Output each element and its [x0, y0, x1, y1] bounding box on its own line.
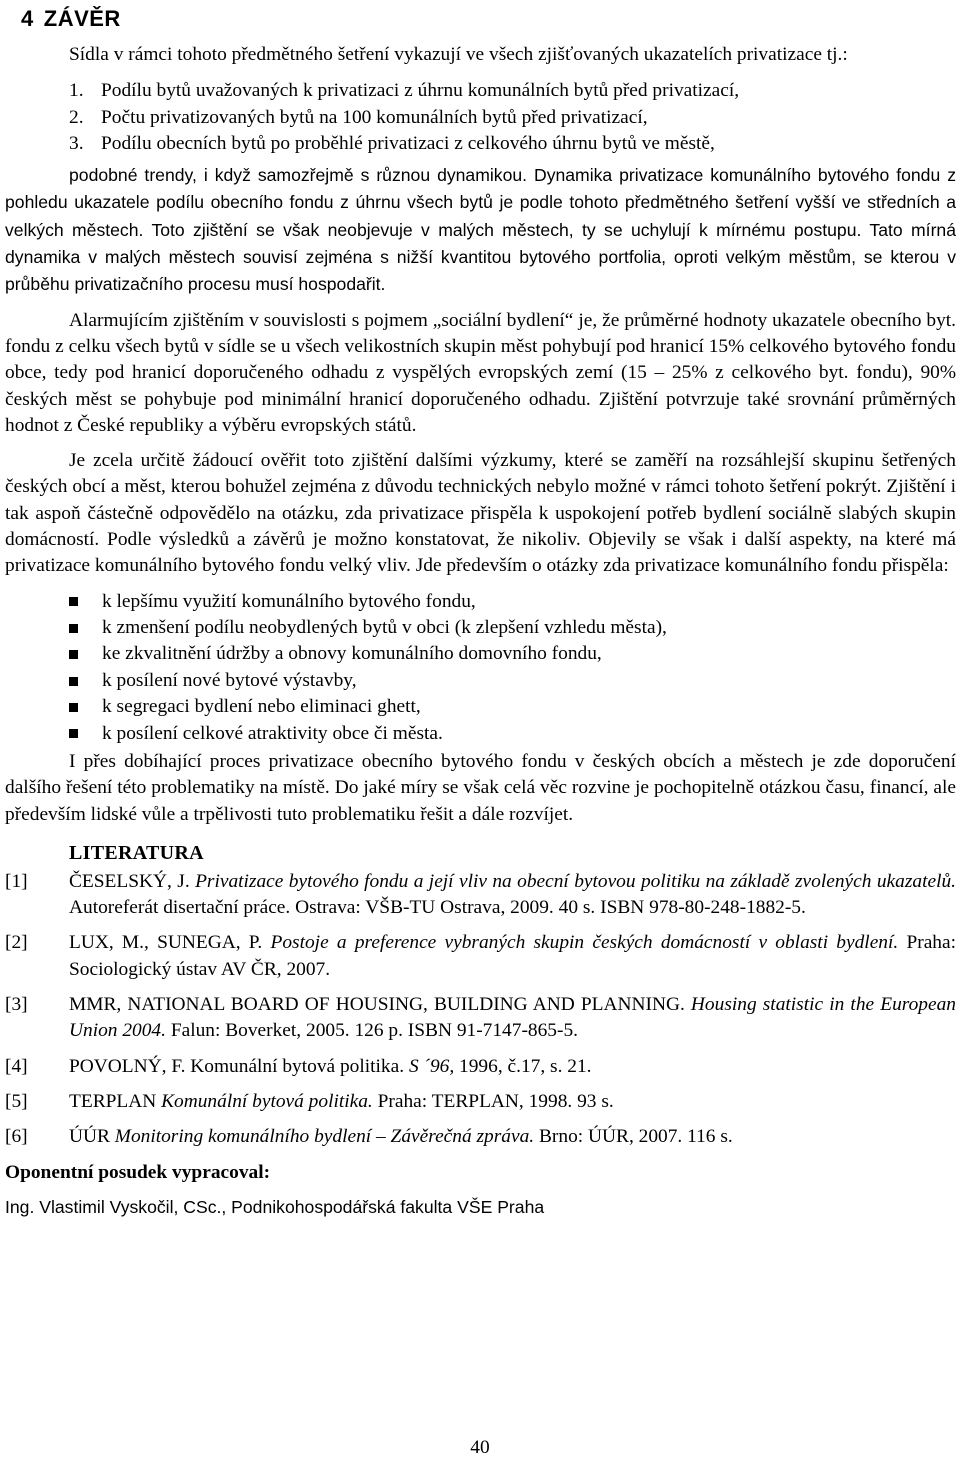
square-bullet-icon: [69, 597, 78, 606]
reference-item: [5, 869, 956, 922]
bullet-item: [69, 615, 956, 641]
reference-number: [4]: [5, 1055, 28, 1077]
reference-publisher: Falun: Boverket, 2005. 126 p. ISBN 91-7147-865-5.: [165, 1020, 578, 1042]
section-number: 4: [21, 6, 34, 31]
reference-authors: TERPLAN: [69, 1090, 162, 1112]
reference-number: [6]: [5, 1126, 28, 1148]
reference-publisher: Autoreferát disertační práce. Ostrava: VŠB-TU Ostrava, 2009. 40 s. ISBN 978-80-248-1882-5.: [69, 897, 806, 919]
reference-item: [5, 1124, 956, 1150]
reference-item: [5, 992, 956, 1045]
reference-number: [1]: [5, 870, 28, 892]
reference-title: Privatizace bytového fondu a její vliv na obecní bytovou politiku na základě zvolených ukazatelů.: [195, 870, 957, 892]
literature-heading: LITERATURA: [69, 841, 204, 864]
reference-publisher: Praha: TERPLAN, 1998. 93 s.: [372, 1090, 614, 1112]
list-item: [69, 105, 956, 131]
square-bullet-icon: [69, 729, 78, 738]
reference-publisher: Praha: Sociologický ústav AV ČR, 2007.: [69, 932, 956, 980]
reference-authors: LUX, M., SUNEGA, P.: [69, 932, 271, 954]
bullet-item: [69, 641, 956, 667]
reference-text: [69, 992, 956, 1045]
square-bullet-icon: [69, 677, 78, 686]
bullet-text: k posílení celkové atraktivity obce či města.: [102, 722, 443, 744]
reference-title: Postoje a preference vybraných skupin českých domácností v oblasti bydlení.: [270, 932, 899, 954]
reference-title: Housing statistic in the European Union 2004.: [69, 994, 956, 1042]
paragraph-dynamics-c: Tato mírná dynamika v malých městech souvisí zejména s nižší kvantitou bytového portfolia, oproti velkým městům, se kterou v průběhu privatizačního procesu musí hospodařit.: [5, 219, 956, 295]
list-item: [69, 131, 956, 157]
reference-text: [69, 1089, 956, 1115]
reference-text: [69, 1054, 956, 1080]
reference-text: [69, 1124, 956, 1150]
bullet-text: k lepšímu využití komunálního bytového fondu,: [102, 590, 476, 612]
bullet-item: [69, 668, 956, 694]
reference-item: [5, 1089, 956, 1115]
indicator-list: [5, 78, 956, 157]
bullet-item: [69, 721, 956, 747]
document-page: [5, 0, 956, 1220]
bullet-text: k zmenšení podílu neobydlených bytů v obci (k zlepšení vzhledu města),: [102, 617, 667, 639]
bullet-item: [69, 694, 956, 720]
bullet-text: k posílení nové bytové výstavby,: [102, 669, 357, 691]
reference-publisher: 1996, č.17, s. 21.: [454, 1055, 592, 1077]
reference-number: [5]: [5, 1090, 28, 1112]
reference-authors: ČESELSKÝ, J.: [69, 870, 196, 892]
reference-text: [69, 869, 956, 922]
reference-title: Monitoring komunálního bydlení – Závěrečná zpráva.: [114, 1126, 535, 1148]
list-item-number: 3.: [69, 132, 84, 154]
square-bullet-icon: [69, 650, 78, 659]
reference-text: [69, 930, 956, 983]
square-bullet-icon: [69, 624, 78, 633]
list-item: [69, 78, 956, 104]
square-bullet-icon: [69, 703, 78, 712]
paragraph-dynamics-b: Toto zjištění se však neobjevuje v malých městech, ty se uchylují k mírnému postupu.: [143, 219, 862, 240]
opponent-name: Ing. Vlastimil Vyskočil, CSc., Podnikohospodářská fakulta VŠE Praha: [5, 1196, 545, 1217]
reference-authors: ÚÚR: [69, 1126, 115, 1148]
reference-title: Komunální bytová politika.: [161, 1090, 373, 1112]
list-item-text: Podílu obecních bytů po proběhlé privatizaci z celkového úhrnu bytů ve městě,: [101, 132, 715, 154]
opponent-heading: Oponentní posudek vypracoval:: [5, 1161, 271, 1183]
section-title: ZÁVĚR: [43, 6, 121, 31]
reference-authors: MMR, NATIONAL BOARD OF HOUSING, BUILDING AND PLANNING.: [69, 994, 691, 1016]
reference-item: [5, 930, 956, 983]
section-heading: [21, 4, 956, 34]
list-item-number: 2.: [69, 106, 84, 128]
list-item-text: Podílu bytů uvažovaných k privatizaci z úhrnu komunálních bytů před privatizací,: [101, 80, 740, 102]
reference-authors: POVOLNÝ, F. Komunální bytová politika.: [69, 1055, 409, 1077]
list-item-text: Počtu privatizovaných bytů na 100 komunálních bytů před privatizací,: [101, 106, 648, 128]
paragraph-dynamics-a: Dynamika privatizace komunálního bytového fondu z pohledu ukazatele podílu obecního fondu z úhrnu všech bytů je podle tohoto předmětného šetření vyšší ve středních a velkých městech.: [5, 165, 956, 240]
bullet-item: [69, 589, 956, 615]
bullet-text: k segregaci bydlení nebo eliminaci ghett,: [102, 696, 421, 718]
reference-publisher: Brno: ÚÚR, 2007. 116 s.: [534, 1126, 733, 1148]
paragraph-research: Je zcela určitě žádoucí ověřit toto zjištění dalšími výzkumy, které se zaměří na rozsáhlejší skupinu šetřených českých obcí a měst, kterou bohužel zejména z důvodu technických nebylo možné v rámci tohoto šetření pokrýt. Zjištění i tak aspoň částečně odpovědělo na otázku, zda privatizace přispěla k uspokojení potřeb bydlení sociálně slabých skupin domácností. Podle výsledků a závěrů je možno konstatovat, že nikoliv. Objevily se však i další aspekty, na které má privatizace komunálního bytového fondu velký vliv. Jde především o otázky zda privatizace komunálního fondu přispěla:: [5, 450, 956, 577]
paragraph-conclusion: I přes dobíhající proces privatizace obecního bytového fondu v českých obcích a městech je zde doporučení dalšího řešení této problematiky na místě. Do jaké míry se však celá věc rozvine je pochopitelně otázkou času, financí, ale především lidské vůle a trpělivosti tuto problematiku řešit a dále rozvíjet.: [5, 750, 956, 825]
intro-paragraph: Sídla v rámci tohoto předmětného šetření vykazují ve všech zjišťovaných ukazatelích privatizace tj.:: [69, 44, 848, 65]
reference-number: [3]: [5, 994, 28, 1016]
reference-list: [5, 869, 956, 1151]
bullet-text: ke zkvalitnění údržby a obnovy komunálního domovního fondu,: [102, 643, 602, 665]
list-item-number: 1.: [69, 80, 84, 102]
reference-item: [5, 1054, 956, 1080]
paragraph-dynamics-lead: podobné trendy, i když samozřejmě s různou dynamikou.: [69, 165, 528, 186]
paragraph-alarm: Alarmujícím zjištěním v souvislosti s pojmem „sociální bydlení“ je, že průměrné hodnoty ukazatele obecního byt. fondu z celku všech bytů v sídle se u všech velikostních skupin měst pohybují pod hranicí 15% celkového bytového fondu obce, tedy pod hranicí doporučeného odhadu z vyspělých evropských zemí (15 – 25% z celkového byt. fondu), 90% českých měst se pohybuje pod minimální hranicí doporučeného odhadu. Zjištění potvrzuje také srovnání průměrných hodnot z České republiky a výběru evropských států.: [5, 309, 956, 436]
reference-number: [2]: [5, 932, 28, 954]
bullet-list: [5, 589, 956, 747]
paragraph-dynamics: [5, 162, 956, 298]
reference-title: S ´96,: [408, 1055, 455, 1077]
page-number: 40: [470, 1437, 490, 1458]
